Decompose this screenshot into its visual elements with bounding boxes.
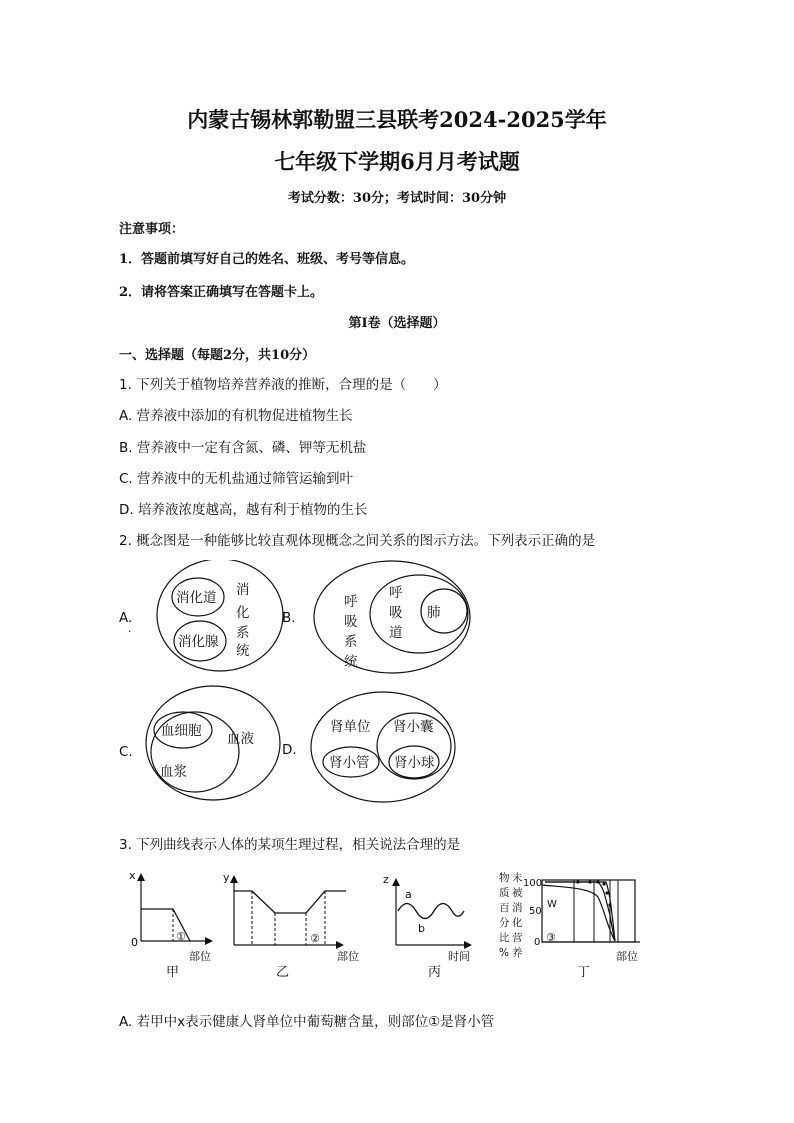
q2-concept-diagrams bbox=[0, 560, 794, 820]
graph-ding-w: W bbox=[547, 899, 557, 910]
section-heading: 一、选择题（每题2分，共10分） bbox=[119, 348, 316, 363]
q3-stem: 3. 下列曲线表示人体的某项生理过程，相关说法合理的是 bbox=[119, 837, 461, 853]
q2-b-outer-char: 统 bbox=[344, 654, 358, 670]
graph-ding-tick-100: 100 bbox=[523, 878, 543, 889]
q2-a-outer-char: 化 bbox=[236, 605, 250, 621]
doc-title-line1: 内蒙古锡林郭勒盟三县联考2024-2025学年 bbox=[187, 107, 607, 132]
exam-info: 考试分数：30分；考试时间：30分钟 bbox=[287, 191, 507, 206]
q2-b-label-lung: 肺 bbox=[427, 605, 441, 621]
graph-ding-tick-0: 0 bbox=[534, 937, 541, 948]
graph-jia-origin: 0 bbox=[131, 936, 138, 949]
graph-ding-ylabel-char: % bbox=[499, 947, 509, 959]
q2-stem: 2. 概念图是一种能够比较直观体现概念之间关系的图示方法。下列表示正确的是 bbox=[119, 533, 596, 549]
graph-yi bbox=[223, 871, 359, 980]
graph-ding-ylabel-char: 化 bbox=[512, 917, 523, 929]
graph-ding-caption: 丁 bbox=[577, 965, 591, 980]
q2-a-outer-char: 系 bbox=[236, 625, 250, 641]
q3-curve-graphs bbox=[0, 865, 794, 985]
graph-ding-ylabel-char: 比 bbox=[499, 932, 510, 944]
q2-c-label-blood-cells: 血细胞 bbox=[161, 723, 202, 739]
graph-bing-ylabel: z bbox=[383, 873, 389, 886]
q2-b-mid-char: 呼 bbox=[389, 585, 403, 601]
graph-ding-ylabel-char: 质 bbox=[499, 887, 510, 899]
graph-yi-ylabel: y bbox=[223, 871, 230, 884]
q2-d-label-tubule: 肾小管 bbox=[329, 755, 370, 771]
q2-b-letter: B. bbox=[282, 610, 296, 626]
q2-b-mid-char: 道 bbox=[389, 625, 403, 641]
graph-ding-ylabel-char: 百 bbox=[499, 902, 510, 914]
note-item-1: 1．答题前填写好自己的姓名、班级、考号等信息。 bbox=[119, 252, 415, 267]
graph-ding-xlabel: 部位 bbox=[616, 950, 638, 963]
q2-b-mid-char: 吸 bbox=[389, 605, 403, 621]
graph-yi-caption: 乙 bbox=[276, 965, 290, 980]
q1-option-a: A. 营养液中添加的有机物促进植物生长 bbox=[119, 408, 353, 424]
graph-yi-mark: ② bbox=[310, 932, 320, 945]
q2-a-outer-char: 统 bbox=[236, 643, 250, 659]
q2-a-outer-char: 消 bbox=[236, 582, 250, 598]
graph-yi-xlabel: 部位 bbox=[337, 950, 359, 963]
q2-a-letter: A. bbox=[119, 610, 133, 626]
q2-d-label-glomerulus: 肾小球 bbox=[394, 755, 435, 771]
q3-option-a: A. 若甲中x表示健康人肾单位中葡萄糖含量，则部位①是肾小管 bbox=[119, 1014, 495, 1030]
q1-stem: 1. 下列关于植物培养营养液的推断，合理的是（ ） bbox=[119, 377, 447, 393]
q2-c-label-plasma: 血浆 bbox=[160, 764, 187, 780]
q2-a-label-digestive-tract: 消化道 bbox=[176, 590, 217, 606]
graph-ding-ylabel-char: 分 bbox=[499, 917, 510, 929]
q2-a-label-digestive-gland: 消化腺 bbox=[178, 634, 219, 650]
q2-d-letter: D. bbox=[282, 742, 297, 758]
graph-jia-mark: ① bbox=[176, 930, 186, 943]
graph-ding bbox=[499, 871, 640, 980]
q2-c-label-blood: 血液 bbox=[227, 731, 254, 747]
graph-bing-xlabel: 时间 bbox=[448, 950, 470, 963]
graph-ding-ylabel-char: 营 bbox=[512, 932, 523, 944]
graph-ding-mark: ③ bbox=[546, 931, 556, 944]
graph-jia-caption: 甲 bbox=[166, 965, 180, 980]
graph-jia bbox=[129, 869, 213, 980]
q2-b-outer-char: 吸 bbox=[344, 614, 358, 630]
graph-bing-b: b bbox=[418, 922, 425, 935]
q1-option-d: D. 培养液浓度越高，越有利于植物的生长 bbox=[119, 502, 368, 518]
q2-b-outer-char: 呼 bbox=[344, 594, 358, 610]
graph-ding-ylabel-char: 消 bbox=[512, 902, 523, 914]
q2-b-middle-ellipse bbox=[370, 575, 468, 653]
q2-d-outer-ellipse bbox=[311, 692, 455, 802]
graph-ding-ylabel-char: 物 bbox=[499, 872, 510, 884]
q2-b-outer-char: 系 bbox=[344, 634, 358, 650]
part1-title: 第I卷（选择题） bbox=[348, 316, 446, 331]
q2-a-dot: . bbox=[128, 624, 132, 635]
graph-ding-tick-50: 50 bbox=[529, 906, 542, 917]
q1-option-b: B. 营养液中一定有含氮、磷、钾等无机盐 bbox=[119, 440, 367, 456]
notes-heading: 注意事项： bbox=[119, 222, 185, 237]
graph-ding-ylabel-char: 被 bbox=[512, 887, 523, 899]
graph-bing-a: a bbox=[405, 888, 412, 901]
graph-ding-ylabel-char: 未 bbox=[512, 872, 523, 884]
q2-d-label-nephron: 肾单位 bbox=[330, 719, 371, 735]
q2-c-letter: C. bbox=[119, 744, 133, 760]
q1-option-c: C. 营养液中的无机盐通过筛管运输到叶 bbox=[119, 471, 354, 487]
graph-bing-caption: 丙 bbox=[428, 965, 442, 980]
graph-bing bbox=[383, 873, 472, 980]
doc-title-line2: 七年级下学期6月月考试题 bbox=[274, 149, 520, 174]
graph-ding-ylabel-char: 养 bbox=[512, 947, 523, 959]
graph-jia-ylabel: x bbox=[129, 869, 136, 882]
graph-jia-xlabel: 部位 bbox=[189, 950, 211, 963]
note-item-2: 2．请将答案正确填写在答题卡上。 bbox=[119, 285, 324, 300]
q2-d-label-capsule: 肾小囊 bbox=[393, 719, 434, 735]
